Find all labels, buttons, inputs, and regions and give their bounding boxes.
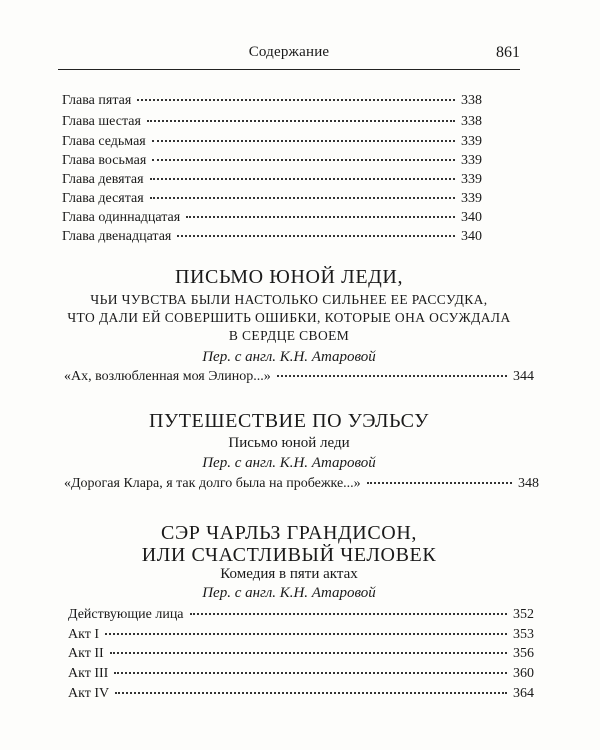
translator-credit: Пер. с англ. К.Н. Атаровой (202, 585, 376, 601)
toc-entry-label: Глава восьмая (62, 153, 147, 168)
section-title: ПУТЕШЕСТВИЕ ПО УЭЛЬСУ (148, 410, 430, 432)
toc-entry-label: «Ах, возлюбленная моя Элинор...» (64, 369, 271, 384)
dot-leader (152, 159, 455, 161)
toc-entry[interactable] (68, 607, 534, 625)
toc-entry[interactable] (68, 686, 534, 704)
section-title: ПИСЬМО ЮНОЙ ЛЕДИ, (174, 266, 404, 288)
toc-entry-page: 344 (513, 369, 534, 384)
dot-leader (147, 120, 455, 122)
toc-entry[interactable] (68, 627, 534, 645)
toc-entry[interactable] (68, 666, 534, 684)
section-subtitle-line: В СЕРДЦЕ СВОЕМ (228, 328, 350, 343)
section-subtitle: Комедия в пяти актах (220, 566, 358, 582)
dot-leader (190, 613, 507, 615)
toc-entry-page: 364 (513, 686, 534, 701)
toc-entry[interactable] (62, 93, 482, 111)
toc-entry[interactable] (62, 191, 482, 209)
toc-entry-page: 339 (461, 172, 482, 187)
toc-entry-label: Глава шестая (62, 114, 141, 129)
toc-entry[interactable] (62, 210, 482, 228)
dot-leader (152, 140, 455, 142)
header-title: Содержание (248, 44, 330, 60)
section-title-line: ИЛИ СЧАСТЛИВЫЙ ЧЕЛОВЕК (141, 544, 437, 566)
toc-entry[interactable] (62, 172, 482, 190)
running-header (58, 44, 520, 66)
toc-entry-page: 339 (461, 153, 482, 168)
toc-entry-label: Глава двенадцатая (62, 229, 172, 244)
dot-leader (277, 375, 507, 377)
toc-entry-page: 339 (461, 134, 482, 149)
dot-leader (114, 672, 507, 674)
toc-entry-label: Акт I (68, 627, 100, 642)
dot-leader (110, 652, 507, 654)
dot-leader (105, 633, 507, 635)
toc-entry-page: 360 (513, 666, 534, 681)
dot-leader (150, 178, 455, 180)
section-title-line: СЭР ЧАРЛЬЗ ГРАНДИСОН, (161, 522, 417, 544)
dot-leader (150, 197, 455, 199)
section-subtitle-line: ЧТО ДАЛИ ЕЙ СОВЕРШИТЬ ОШИБКИ, КОТОРЫЕ ОНА ОСУЖДАЛА (67, 310, 511, 325)
toc-entry[interactable] (62, 134, 482, 152)
toc-entry-label: Акт III (68, 666, 109, 681)
toc-entry-label: Глава десятая (62, 191, 144, 206)
header-rule (58, 69, 520, 70)
toc-entry-label: Глава седьмая (62, 134, 146, 149)
toc-entry-page: 353 (513, 627, 534, 642)
toc-entry-label: Акт IV (68, 686, 110, 701)
toc-entry[interactable] (64, 369, 534, 387)
toc-entry-label: Действующие лица (68, 607, 184, 622)
dot-leader (186, 216, 455, 218)
translator-credit: Пер. с англ. К.Н. Атаровой (202, 349, 376, 365)
toc-entry-page: 338 (461, 114, 482, 129)
translator-credit: Пер. с англ. К.Н. Атаровой (202, 455, 376, 471)
toc-entry-page: 338 (461, 93, 482, 108)
toc-entry-page: 356 (513, 646, 534, 661)
dot-leader (177, 235, 455, 237)
dot-leader (115, 692, 507, 694)
section-subtitle-line: ЧЬИ ЧУВСТВА БЫЛИ НАСТОЛЬКО СИЛЬНЕЕ ЕЕ РАССУДКА, (90, 292, 488, 307)
toc-entry-label: Глава девятая (62, 172, 144, 187)
toc-entry[interactable] (64, 476, 539, 494)
toc-entry-page: 352 (513, 607, 534, 622)
toc-entry-page: 340 (461, 229, 482, 244)
dot-leader (367, 482, 512, 484)
toc-entry-page: 339 (461, 191, 482, 206)
toc-entry[interactable] (62, 114, 482, 132)
toc-entry-label: Акт II (68, 646, 104, 661)
toc-entry-page: 340 (461, 210, 482, 225)
toc-entry[interactable] (68, 646, 534, 664)
toc-entry-label: «Дорогая Клара, я так долго была на пробежке...» (64, 476, 361, 491)
toc-entry[interactable] (62, 153, 482, 171)
toc-entry-label: Глава пятая (62, 93, 132, 108)
dot-leader (137, 99, 455, 101)
toc-entry[interactable] (62, 229, 482, 247)
toc-entry-page: 348 (518, 476, 539, 491)
header-page-number: 861 (496, 44, 520, 61)
toc-entry-label: Глава одиннадцатая (62, 210, 181, 225)
section-subtitle: Письмо юной леди (228, 435, 350, 451)
